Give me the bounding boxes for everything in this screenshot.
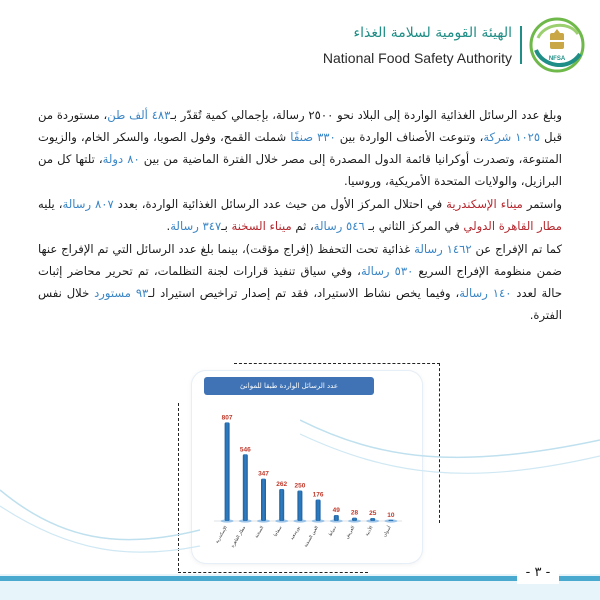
data-label: 262 [276, 480, 288, 488]
logo-title-english: National Food Safety Authority [322, 50, 512, 66]
logo-title-arabic: الهيئة القومية لسلامة الغذاء [353, 25, 512, 41]
bar [261, 479, 266, 521]
bar [370, 518, 375, 521]
highlight-text: ٤٨٣ ألف طن [107, 108, 171, 122]
paragraph [38, 193, 562, 237]
category-label: دمياط [328, 525, 339, 538]
data-label: 25 [369, 509, 377, 517]
highlight-text: ٥٣٠ رسالة [360, 264, 414, 278]
text-segment: كما تم الإفراج عن [471, 242, 563, 256]
highlight-text: ميناء السخنة [231, 219, 292, 233]
chart-frame [178, 363, 424, 573]
category-label: بورسعيد [289, 525, 302, 542]
category-label: أسوان [382, 525, 393, 539]
data-label: 250 [294, 482, 306, 490]
highlight-text: ٥٤٦ رسالة [313, 219, 365, 233]
bar [316, 499, 321, 521]
text-segment: . [166, 219, 171, 233]
text-segment: بـ [221, 219, 232, 233]
text-segment: ، تلتها كل من البرازيل، والولايات المتحدة الأمريكية، وروسيا. [38, 152, 562, 188]
bar [279, 489, 284, 521]
header [286, 12, 586, 74]
dashed-border-bottom [178, 572, 368, 573]
text-segment: في المركز الثاني بـ [364, 219, 464, 233]
dashed-border-right [439, 363, 440, 523]
category-label: مطار القاهرة [230, 525, 248, 549]
text-segment: واستمر [522, 197, 562, 211]
bar [388, 520, 393, 521]
chart-title: عدد الرسائل الواردة طبقا للموانئ [204, 377, 374, 395]
footer-accent-line [0, 576, 600, 581]
body-text [38, 104, 562, 327]
bar [352, 518, 357, 521]
category-label: السخنة [254, 525, 266, 540]
bar [225, 422, 230, 521]
text-segment: خلال نفس الفترة. [38, 286, 562, 322]
page-number: - ٣ - [517, 562, 559, 584]
data-label: 347 [258, 470, 269, 478]
data-label: 10 [387, 511, 395, 519]
text-segment: غذائية تحت التحفظ (إفراج مؤقت)، بينما بلغ عدد الرسائل التي تم الإفراج عنها ضمن منظومة الإفراج السريع [38, 242, 563, 278]
data-label: 49 [332, 507, 340, 515]
text-segment: ، وفي سياق تنفيذ قرارات لجنة التظلمات، تم تحرير محاضر إثبات حالة لعدد [38, 264, 562, 300]
dashed-border-left [178, 403, 179, 571]
paragraph [38, 104, 562, 192]
text-segment: شملت القمح، وفول الصويا، والسكر الخام، والزيوت المتنوعة، وتصدرت أوكرانيا قائمة الدول المصدرة إلى مصر خلال الفترة الماضية من بين [38, 130, 562, 166]
highlight-text: ميناء الإسكندرية [446, 197, 523, 211]
highlight-text: ١٤٦٢ رسالة [414, 242, 472, 256]
bar [243, 454, 248, 521]
bar-chart [192, 371, 422, 563]
bar [334, 515, 339, 521]
data-label: 546 [239, 446, 251, 454]
category-label: سفاجا [273, 525, 284, 538]
dashed-border-top [234, 363, 440, 364]
text-segment: ، ثم [291, 219, 314, 233]
category-label: الإسكندرية [214, 525, 229, 545]
text-segment: ، يليه [38, 197, 63, 211]
category-label: العين السخنة [303, 525, 320, 549]
category-label: العريش [344, 525, 357, 541]
logo-divider [520, 26, 522, 64]
text-segment: ، وفيما يخص نشاط الاستيراد، فقد تم إصدار تراخيص استيراد لـ [148, 286, 460, 300]
highlight-text: ٨٠ دولة [102, 152, 140, 166]
text-segment: ، مستوردة من قبل [38, 108, 562, 144]
highlight-text: ٩٣ مستورد [94, 286, 149, 300]
data-label: 807 [221, 414, 233, 422]
nfsa-logo-icon [528, 16, 586, 74]
highlight-text: ٣٤٧ رسالة [170, 219, 222, 233]
text-segment: في احتلال المركز الأول من حيث عدد الرسائل الغذائية الواردة، بعدد [113, 197, 447, 211]
category-label: الأدبية [364, 525, 375, 538]
decorative-wave-left [0, 460, 200, 570]
bar [297, 490, 302, 521]
data-label: 28 [350, 509, 359, 517]
highlight-text: ٨٠٧ رسالة [62, 197, 114, 211]
highlight-text: مطار القاهرة الدولي [463, 219, 562, 233]
text-segment: ، وتنوعت الأصناف الواردة بين [335, 130, 484, 144]
logo-emblem-text: NFSA [548, 56, 566, 62]
paragraph [38, 238, 562, 326]
data-label: 176 [312, 491, 324, 499]
highlight-text: ١٠٢٥ شركة [483, 130, 541, 144]
highlight-text: ١٤٠ رسالة [459, 286, 512, 300]
highlight-text: ٣٣٠ صنفًا [290, 130, 336, 144]
text-segment: وبلغ عدد الرسائل الغذائية الواردة إلى البلاد نحو ٢٥٠٠ رسالة، بإجمالي كمية تُقدّر بـ [170, 108, 563, 122]
